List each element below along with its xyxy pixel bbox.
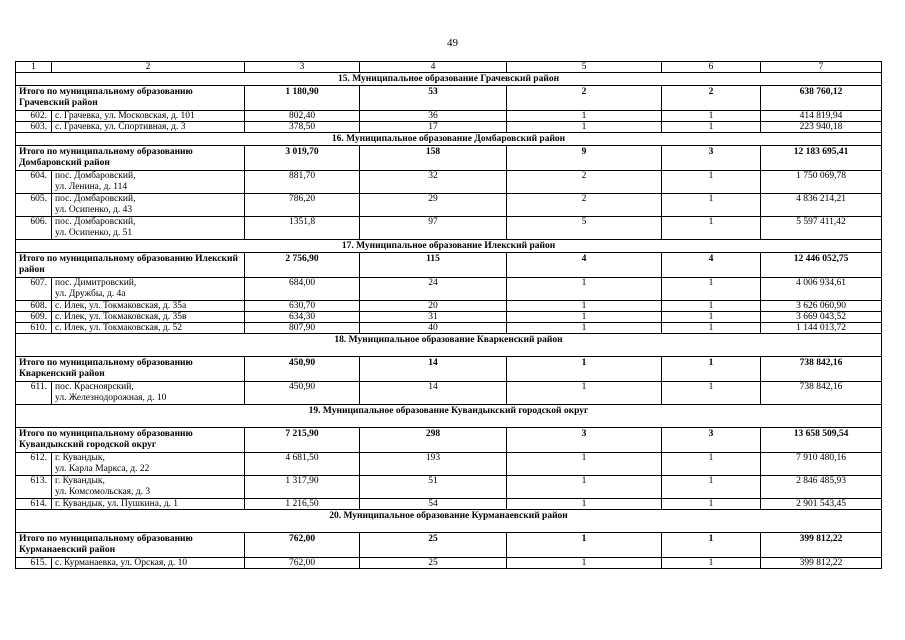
total-area: 762,00 [245,533,360,558]
row-number: 607. [16,278,52,301]
column-number: 6 [662,62,761,73]
area-cell: 378,50 [245,122,360,133]
residents-cell: 32 [360,171,507,194]
count-cell: 1 [662,194,761,217]
section-header-row [16,405,882,428]
cost-cell: 3 669 043,52 [761,312,882,323]
address-line: ул. Осипенко, д. 51 [55,228,133,238]
table-row [16,122,882,133]
total-residents: 25 [360,533,507,558]
address-cell [52,476,245,499]
cost-cell: 1 750 069,78 [761,171,882,194]
total-cost: 399 812,22 [761,533,882,558]
total-residents: 14 [360,357,507,382]
table-row [16,323,882,334]
cost-cell: 738 842,16 [761,382,882,405]
houses-cell: 1 [507,278,662,301]
address-line: г. Кувандык, [55,453,105,463]
total-cost: 12 446 052,75 [761,253,882,278]
cost-cell: 4 006 934,61 [761,278,882,301]
address-cell [52,217,245,240]
address-line: ул. Железнодорожная, д. 10 [55,393,167,403]
cost-cell: 414 819,94 [761,111,882,122]
area-cell: 630,70 [245,301,360,312]
residents-cell: 31 [360,312,507,323]
area-cell: 1351,8 [245,217,360,240]
residents-cell: 51 [360,476,507,499]
count-cell: 1 [662,111,761,122]
houses-cell: 1 [507,558,662,569]
area-cell: 450,90 [245,382,360,405]
houses-cell: 1 [507,312,662,323]
count-cell: 1 [662,382,761,405]
address-line: ул. Ленина, д. 114 [55,182,128,192]
total-row [16,533,882,558]
row-number: 612. [16,453,52,476]
houses-cell: 1 [507,301,662,312]
count-cell: 1 [662,312,761,323]
total-houses: 2 [507,86,662,111]
address-line: пос. Домбаровский, [55,171,136,181]
houses-cell: 1 [507,382,662,405]
total-houses: 1 [507,357,662,382]
address-line: г. Кувандык, ул. Пушкина, д. 1 [55,499,179,509]
cost-cell: 399 812,22 [761,558,882,569]
address-line: ул. Комсомольская, д. 3 [55,487,151,497]
address-line: пос. Домбаровский, [55,217,136,227]
total-row [16,428,882,453]
address-line: с. Грачевка, ул. Спортивная, д. 3 [55,122,186,132]
address-line: пос. Димитровский, [55,278,137,288]
section-header-row [16,510,882,533]
houses-cell: 1 [507,122,662,133]
count-cell: 1 [662,278,761,301]
residents-cell: 97 [360,217,507,240]
table-row [16,453,882,476]
total-cost: 638 760,12 [761,86,882,111]
address-cell [52,122,245,133]
houses-cell: 1 [507,323,662,334]
address-cell [52,453,245,476]
address-line: пос. Домбаровский, [55,194,136,204]
count-cell: 1 [662,217,761,240]
total-area: 1 180,90 [245,86,360,111]
row-number: 609. [16,312,52,323]
houses-cell: 1 [507,111,662,122]
cost-cell: 7 910 480,16 [761,453,882,476]
count-cell: 1 [662,476,761,499]
section-title: 20. Муниципальное образование Курманаевский район [16,510,882,533]
residents-cell: 25 [360,558,507,569]
cost-cell: 223 940,18 [761,122,882,133]
total-count: 4 [662,253,761,278]
table-row [16,558,882,569]
total-area: 2 756,90 [245,253,360,278]
total-area: 7 215,90 [245,428,360,453]
total-label: Итого по муниципальному образованию Кувандыкский городской округ [16,428,245,453]
section-header-row [16,133,882,146]
table-row [16,278,882,301]
count-cell: 1 [662,323,761,334]
address-line: с. Илек, ул. Токмаковская, д. 35а [55,301,187,311]
area-cell: 1 317,90 [245,476,360,499]
address-cell [52,382,245,405]
section-title: 18. Муниципальное образование Кваркенский район [16,334,882,357]
area-cell: 762,00 [245,558,360,569]
table-row [16,171,882,194]
address-cell [52,111,245,122]
count-cell: 1 [662,558,761,569]
address-line: ул. Карла Маркса, д. 22 [55,464,150,474]
houses-cell: 1 [507,453,662,476]
row-number: 604. [16,171,52,194]
table-row [16,499,882,510]
address-cell [52,194,245,217]
residents-cell: 14 [360,382,507,405]
count-cell: 1 [662,453,761,476]
address-cell [52,499,245,510]
total-houses: 4 [507,253,662,278]
total-row [16,146,882,171]
area-cell: 634,30 [245,312,360,323]
section-title: 16. Муниципальное образование Домбаровский район [16,133,882,146]
count-cell: 1 [662,122,761,133]
residents-cell: 29 [360,194,507,217]
address-line: с. Илек, ул. Токмаковская, д. 52 [55,323,183,333]
address-cell [52,301,245,312]
total-label: Итого по муниципальному образованию Грачевский район [16,86,245,111]
section-title: 17. Муниципальное образование Илекский район [16,240,882,253]
row-number: 605. [16,194,52,217]
section-header-row [16,334,882,357]
area-cell: 684,00 [245,278,360,301]
section-header-row [16,73,882,86]
houses-cell: 1 [507,476,662,499]
total-residents: 53 [360,86,507,111]
residents-cell: 20 [360,301,507,312]
residents-cell: 54 [360,499,507,510]
cost-cell: 4 836 214,21 [761,194,882,217]
total-label: Итого по муниципальному образованию Кваркенский район [16,357,245,382]
residents-cell: 36 [360,111,507,122]
total-residents: 298 [360,428,507,453]
cost-cell: 2 846 485,93 [761,476,882,499]
total-label: Итого по муниципальному образованию Курманаевский район [16,533,245,558]
table-row [16,301,882,312]
table-row [16,194,882,217]
address-line: ул. Дружбы, д. 4а [55,289,126,299]
cost-cell: 1 144 013,72 [761,323,882,334]
count-cell: 1 [662,301,761,312]
total-residents: 115 [360,253,507,278]
total-label: Итого по муниципальному образованию Илекский район [16,253,245,278]
area-cell: 807,90 [245,323,360,334]
table-row [16,476,882,499]
column-number: 7 [761,62,882,73]
area-cell: 4 681,50 [245,453,360,476]
count-cell: 1 [662,171,761,194]
count-cell: 1 [662,499,761,510]
column-number: 4 [360,62,507,73]
column-number: 1 [16,62,52,73]
total-cost: 12 183 695,41 [761,146,882,171]
total-count: 3 [662,428,761,453]
column-number: 3 [245,62,360,73]
houses-cell: 5 [507,217,662,240]
address-cell [52,558,245,569]
total-row [16,253,882,278]
houses-cell: 1 [507,499,662,510]
section-title: 19. Муниципальное образование Кувандыкский городской округ [16,405,882,428]
total-row [16,357,882,382]
houses-cell: 2 [507,194,662,217]
column-number: 2 [52,62,245,73]
address-cell [52,312,245,323]
row-number: 613. [16,476,52,499]
houses-cell: 2 [507,171,662,194]
row-number: 614. [16,499,52,510]
total-area: 450,90 [245,357,360,382]
table-row [16,312,882,323]
table-body [16,62,882,569]
total-area: 3 019,70 [245,146,360,171]
section-title: 15. Муниципальное образование Грачевский район [16,73,882,86]
total-houses: 1 [507,533,662,558]
address-line: с. Курманаевка, ул. Орская, д. 10 [55,558,188,568]
row-number: 611. [16,382,52,405]
residents-cell: 24 [360,278,507,301]
address-line: пос. Красноярский, [55,382,134,392]
column-number: 5 [507,62,662,73]
area-cell: 802,40 [245,111,360,122]
total-count: 3 [662,146,761,171]
total-count: 2 [662,86,761,111]
area-cell: 1 216,50 [245,499,360,510]
total-row [16,86,882,111]
address-line: с. Илек, ул. Токмаковская, д. 35в [55,312,187,322]
address-line: ул. Осипенко, д. 43 [55,205,133,215]
table-row [16,382,882,405]
data-table [15,61,882,569]
address-cell [52,171,245,194]
total-cost: 13 658 509,54 [761,428,882,453]
total-residents: 158 [360,146,507,171]
row-number: 602. [16,111,52,122]
address-line: г. Кувандык, [55,476,105,486]
row-number: 615. [16,558,52,569]
cost-cell: 2 901 543,45 [761,499,882,510]
row-number: 606. [16,217,52,240]
address-cell [52,323,245,334]
residents-cell: 40 [360,323,507,334]
row-number: 608. [16,301,52,312]
section-header-row [16,240,882,253]
cost-cell: 3 626 060,90 [761,301,882,312]
cost-cell: 5 597 411,42 [761,217,882,240]
table-row [16,217,882,240]
total-houses: 3 [507,428,662,453]
total-label: Итого по муниципальному образованию Домбаровский район [16,146,245,171]
row-number: 603. [16,122,52,133]
table-row [16,111,882,122]
page-number: 49 [447,37,458,49]
area-cell: 881,70 [245,171,360,194]
address-cell [52,278,245,301]
total-count: 1 [662,357,761,382]
row-number: 610. [16,323,52,334]
total-cost: 738 842,16 [761,357,882,382]
column-numbers-row [16,62,882,73]
total-count: 1 [662,533,761,558]
residents-cell: 193 [360,453,507,476]
residents-cell: 17 [360,122,507,133]
total-houses: 9 [507,146,662,171]
area-cell: 786,20 [245,194,360,217]
address-line: с. Грачевка, ул. Московская, д. 101 [55,111,195,121]
